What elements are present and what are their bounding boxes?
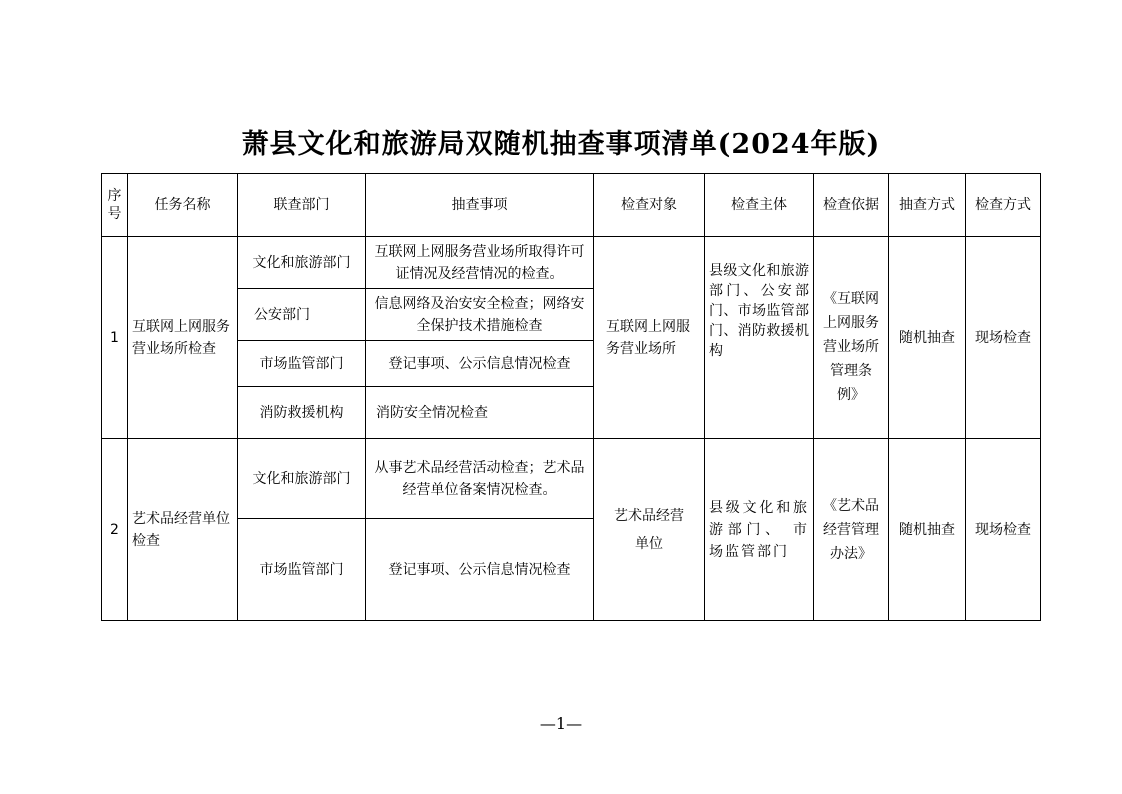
row-sampling-method: 随机抽查 (889, 237, 966, 439)
row-inspection-item: 消防安全情况检查 (366, 387, 594, 439)
row-department: 市场监管部门 (238, 519, 366, 621)
row-seq: 1 (102, 237, 128, 439)
row-object: 艺术品经营单位 (594, 439, 705, 621)
header-task-name: 任务名称 (128, 174, 238, 237)
header-sampling-method: 抽查方式 (889, 174, 966, 237)
header-seq: 序号 (102, 174, 128, 237)
row-department: 消防救援机构 (238, 387, 366, 439)
row-inspection-item: 登记事项、公示信息情况检查 (366, 341, 594, 387)
table-row (102, 237, 1041, 289)
row-task-name: 艺术品经营单位检查 (128, 439, 238, 621)
row-subject: 县级文化和旅游部门、公安部门、市场监管部门、消防救援机构 (705, 237, 814, 439)
row-sampling-method: 随机抽查 (889, 439, 966, 621)
row-department: 公安部门 (238, 289, 366, 341)
table-row (102, 439, 1041, 519)
row-inspection-item: 信息网络及治安安全检查；网络安全保护技术措施检查 (366, 289, 594, 341)
row-check-method: 现场检查 (966, 439, 1041, 621)
document-title: 萧县文化和旅游局双随机抽查事项清单(2024年版) (241, 129, 881, 160)
row-inspection-item: 登记事项、公示信息情况检查 (366, 519, 594, 621)
row-basis: 《艺术品经营管理办法》 (814, 439, 889, 621)
row-department: 文化和旅游部门 (238, 237, 366, 289)
row-object: 互联网上网服 务营业场所 (594, 237, 705, 439)
row-department: 文化和旅游部门 (238, 439, 366, 519)
row-check-method: 现场检查 (966, 237, 1041, 439)
header-row (102, 174, 1041, 237)
header-inspection-basis: 检查依据 (814, 174, 889, 237)
header-inspection-subject: 检查主体 (705, 174, 814, 237)
row-inspection-item: 从事艺术品经营活动检查；艺术品经营单位备案情况检查。 (366, 439, 594, 519)
header-joint-department: 联查部门 (238, 174, 366, 237)
header-inspection-items: 抽查事项 (366, 174, 594, 237)
header-inspection-object: 检查对象 (594, 174, 705, 237)
inspection-table (101, 173, 1041, 621)
page-number: —1— (539, 714, 583, 733)
header-check-method: 检查方式 (966, 174, 1041, 237)
row-task-name: 互联网上网服务营业场所检查 (128, 237, 238, 439)
row-department: 市场监管部门 (238, 341, 366, 387)
row-basis: 《互联网上网服务营业场所管理条例》 (814, 237, 889, 439)
row-subject: 县级文化和旅游部门、 市场监管部门 (705, 439, 814, 621)
row-seq: 2 (102, 439, 128, 621)
row-inspection-item: 互联网上网服务营业场所取得许可证情况及经营情况的检查。 (366, 237, 594, 289)
